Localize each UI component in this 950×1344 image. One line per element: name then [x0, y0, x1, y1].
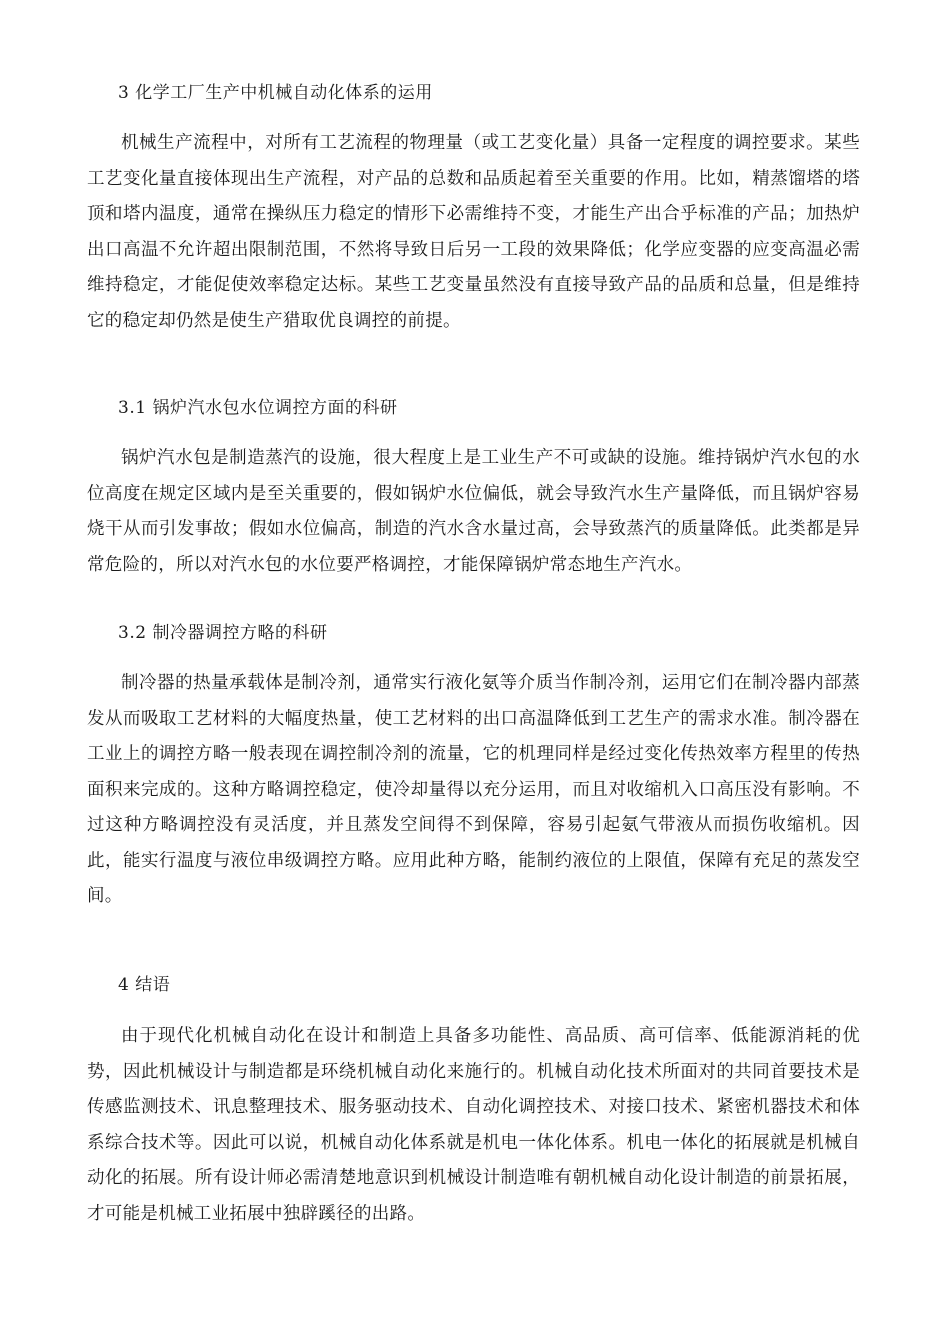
- section-paragraph-3-1: 锅炉汽水包是制造蒸汽的设施，很大程度上是工业生产不可或缺的设施。维持锅炉汽水包的水位高度在规定区域内是至关重要的，假如锅炉水位偏低，就会导致汽水生产量降低，而且锅炉容易烧干从而引发事故；假如水位偏高，制造的汽水含水量过高，会导致蒸汽的质量降低。此类都是异常危险的，所以对汽水包的水位要严格调控，才能保障锅炉常态地生产汽水。: [87, 448, 860, 575]
- section-heading-3-1: 3.1 锅炉汽水包水位调控方面的科研: [118, 398, 398, 418]
- section-paragraph-3: 机械生产流程中，对所有工艺流程的物理量（或工艺变化量）具备一定程度的调控要求。某些工艺变化量直接体现出生产流程，对产品的总数和品质起着至关重要的作用。比如，精蒸馏塔的塔顶和塔内温度，通常在操纵压力稳定的情形下必需维持不变，才能生产出合乎标准的产品；加热炉出口高温不允许超出限制范围，不然将导致日后另一工段的效果降低；化学应变器的应变高温必需维持稳定，才能促使效率稳定达标。某些工艺变量虽然没有直接导致产品的品质和总量，但是维持它的稳定却仍然是使生产猎取优良调控的前提。: [87, 133, 860, 331]
- section-heading-4: 4 结语: [118, 975, 171, 995]
- section-paragraph-3-2: 制冷器的热量承载体是制冷剂，通常实行液化氨等介质当作制冷剂，运用它们在制冷器内部蒸发从而吸取工艺材料的大幅度热量，使工艺材料的出口高温降低到工艺生产的需求水准。制冷器在工业上的调控方略一般表现在调控制冷剂的流量，它的机理同样是经过变化传热效率方程里的传热面积来完成的。这种方略调控稳定，使冷却量得以充分运用，而且对收缩机入口高压没有影响。不过这种方略调控没有灵活度，并且蒸发空间得不到保障，容易引起氨气带液从而损伤收缩机。因此，能实行温度与液位串级调控方略。应用此种方略，能制约液位的上限值，保障有充足的蒸发空间。: [87, 673, 860, 906]
- section-heading-3: 3 化学工厂生产中机械自动化体系的运用: [118, 83, 433, 103]
- section-heading-3-2: 3.2 制冷器调控方略的科研: [118, 623, 328, 643]
- section-paragraph-4: 由于现代化机械自动化在设计和制造上具备多功能性、高品质、高可信率、低能源消耗的优势，因此机械设计与制造都是环绕机械自动化来施行的。机械自动化技术所面对的共同首要技术是传感监测技术、讯息整理技术、服务驱动技术、自动化调控技术、对接口技术、紧密机器技术和体系综合技术等。因此可以说，机械自动化体系就是机电一体化体系。机电一体化的拓展就是机械自动化的拓展。所有设计师必需清楚地意识到机械设计制造唯有朝机械自动化设计制造的前景拓展，才可能是机械工业拓展中独辟蹊径的出路。: [87, 1026, 860, 1224]
